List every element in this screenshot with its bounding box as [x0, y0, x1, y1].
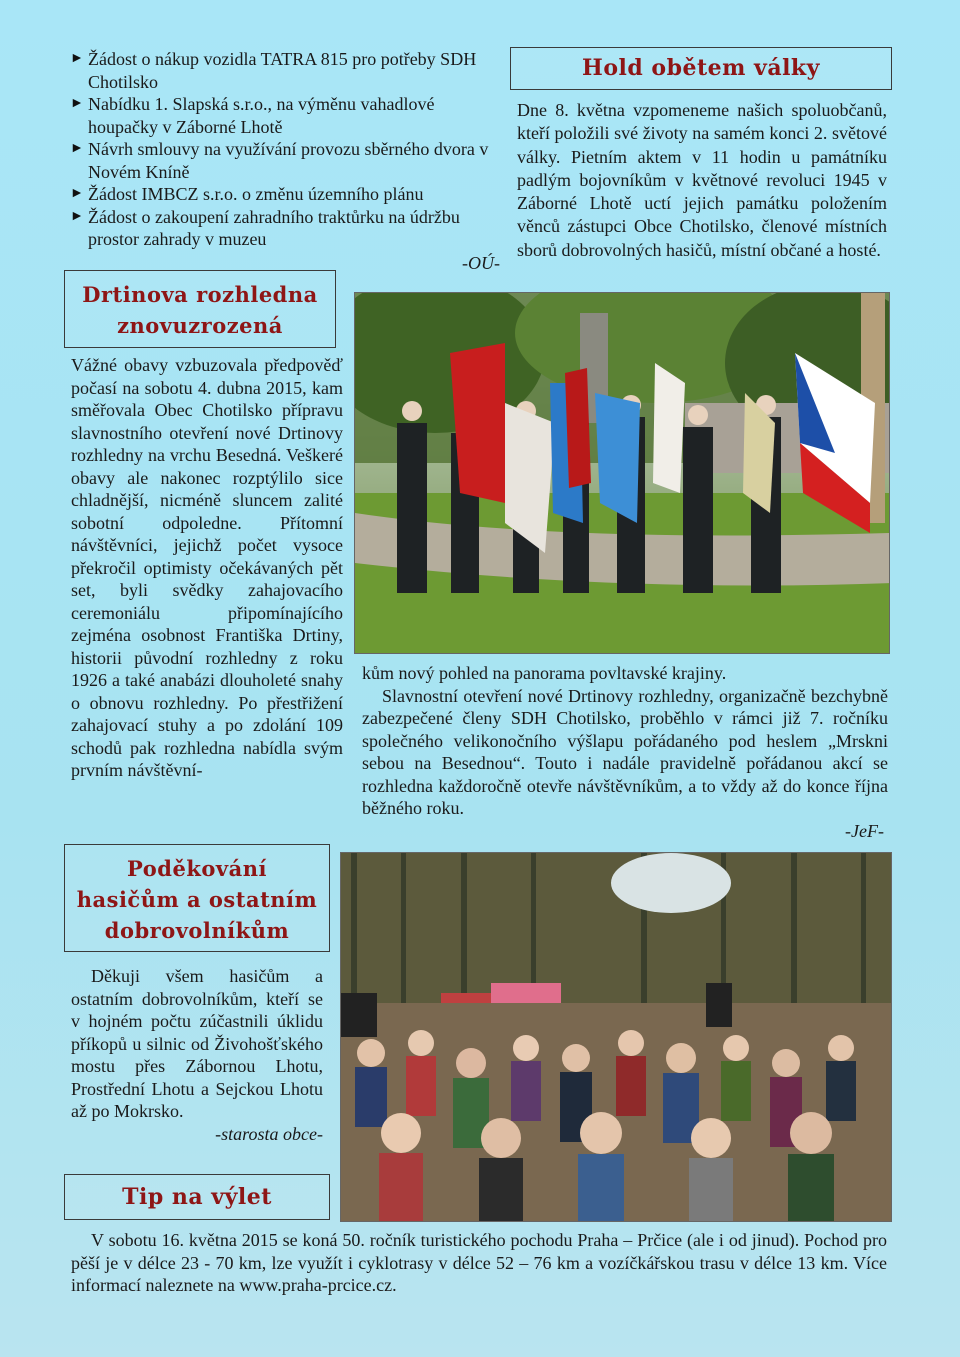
- list-item: ► Návrh smlouvy na využívání provozu sběrného dvora v Novém Kníně: [70, 138, 502, 183]
- podekovani-article: [71, 965, 323, 1145]
- podekovani-text: Děkuji všem hasičům a ostatním dobrovolníkům, kteří se v hojném počtu zúčastnili úklidu příkopů u silnic od Živohošťského mostu přes Zábornou Lhotu, Prostřední Lhotu a Sejckou Lhotu až po Mokrsko.: [71, 966, 323, 1121]
- rozhledna-heading-box: [64, 270, 336, 348]
- podekovani-signature: -starosta obce-: [215, 1123, 323, 1144]
- tip-heading: Tip na výlet: [122, 1184, 272, 1210]
- podekovani-heading-line1: Poděkování: [127, 856, 267, 881]
- photo-crowd: [340, 852, 892, 1222]
- hold-heading-box: [510, 47, 892, 90]
- tip-text: V sobotu 16. května 2015 se koná 50. ročník turistického pochodu Praha – Prčice (ale i od jinud). Pochod pro pěší je v délce 23 - 70 km, lze využít i cyklotrasy v délce 52 – 76 km a vozíčkářskou trasu v délce 13 km. Více informací naleznete na www.praha-prcice.cz.: [71, 1230, 887, 1295]
- rozhledna-article-text-right: [362, 662, 888, 842]
- rozhledna-paragraph-2: Slavnostní otevření nové Drtinovy rozhledny, organizačně bezchybně zabezpečené členy SDH Chotilsko, proběhlo v rámci již 7. ročníku společného velikonočního výšlapu pořádaného pod heslem „Mrskni sebou na Besednou“. Touto i nadále pravidelně pořádanou akcí se rozhledna každoročně otevře návštěvníkům, a to vždy až do konce října běžného roku.: [362, 685, 888, 818]
- list-item: ► Žádost IMBCZ s.r.o. o změnu územního plánu: [70, 183, 502, 206]
- rozhledna-article-text-left: Vážné obavy vzbuzovala předpověď počasí na sobotu 4. dubna 2015, kam směřovala Obec Chotilsko přípravu slavnostního otevření nové Drtinovy rozhledny na vrchu Besedná. Veškeré obavy ale nakonec rozptýlilo sice chladnější, nicméně sluncem zalité sobotní odpoledne. Přítomní návštěvníci, jejichž počet vysoce překročil optimisty očekávaných pět set, byli svědky zahajovacího ceremoniálu připomínajícího zejména osobnost Františka Drtiny, historii původní rozhledny z roku 1926 a také anabázi dlouholeté snahy o obnovu rozhledny. Po přestřižení zahajovací stuhy a po zdolání 109 schodů pak rozhledna nabídla svým prvním návštěvní-: [71, 355, 343, 780]
- hold-article-text: Dne 8. května vzpomeneme našich spoluobčanů, kteří položili své životy na samém konci 2. světové války. Pietním aktem v 11 hodin u památníku padlým bojovníkům v květnové revoluci 1945 v Záborné Lhotě uctí jejich památku položením věnců zástupci Obce Chotilsko, členové místních sborů dobrovolných hasičů, místní občané a hosté.: [517, 100, 887, 260]
- rozhledna-signature: -JeF-: [845, 820, 884, 841]
- list-signature: -OÚ-: [462, 253, 500, 273]
- podekovani-heading-box: [64, 844, 330, 952]
- flag-ceremony-image: [355, 293, 890, 654]
- rozhledna-heading-line1: Drtinova rozhledna: [82, 282, 318, 307]
- rozhledna-paragraph-1: kům nový pohled na panorama povltavské krajiny.: [362, 663, 727, 683]
- crowd-image: [341, 853, 892, 1222]
- resolutions-list: [70, 48, 502, 251]
- hold-heading: Hold obětem války: [582, 55, 820, 81]
- podekovani-heading-line3: dobrovolníkům: [104, 918, 290, 943]
- list-item: ► Nabídku 1. Slapská s.r.o., na výměnu vahadlové houpačky v Záborné Lhotě: [70, 93, 502, 138]
- photo-flag-ceremony: [354, 292, 890, 654]
- tip-heading-box: [64, 1174, 330, 1220]
- podekovani-heading-line2: hasičům a ostatním: [76, 887, 318, 912]
- list-item: ► Žádost o nákup vozidla TATRA 815 pro potřeby SDH Chotilsko: [70, 48, 502, 93]
- rozhledna-heading-line2: znovuzrozená: [117, 313, 283, 338]
- list-item: ► Žádost o zakoupení zahradního traktůrku na údržbu prostor zahrady v muzeu: [70, 206, 502, 251]
